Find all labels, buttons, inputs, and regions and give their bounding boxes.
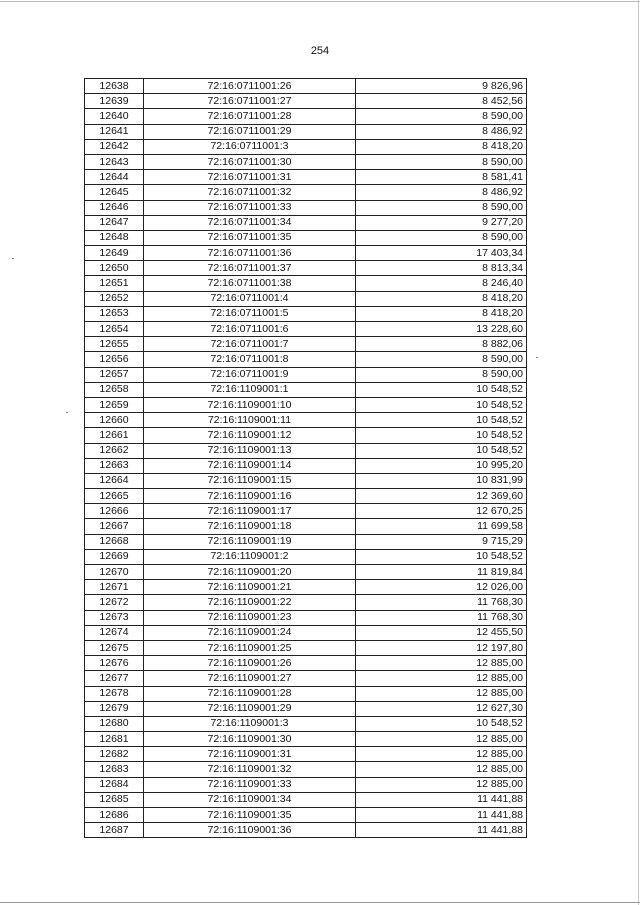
table-row <box>85 397 527 412</box>
cadastral-number-cell: 72:16:0711001:27 <box>144 94 356 109</box>
cadastral-number-cell: 72:16:1109001:24 <box>144 625 356 640</box>
value-cell: 12 670,25 <box>356 504 527 519</box>
table-row <box>85 124 527 139</box>
value-cell: 12 885,00 <box>356 777 527 792</box>
table-row <box>85 109 527 124</box>
row-number-cell: 12679 <box>85 701 144 716</box>
cadastral-number-cell: 72:16:1109001:14 <box>144 458 356 473</box>
table-row <box>85 732 527 747</box>
table-row <box>85 625 527 640</box>
row-number-cell: 12641 <box>85 124 144 139</box>
scan-edge-bottom <box>0 902 640 903</box>
value-cell: 8 418,20 <box>356 139 527 154</box>
row-number-cell: 12657 <box>85 367 144 382</box>
value-cell: 11 768,30 <box>356 610 527 625</box>
cadastral-number-cell: 72:16:0711001:37 <box>144 261 356 276</box>
table-row <box>85 580 527 595</box>
scan-speck <box>12 258 14 259</box>
value-cell: 9 826,96 <box>356 79 527 94</box>
table-row <box>85 185 527 200</box>
row-number-cell: 12687 <box>85 823 144 838</box>
row-number-cell: 12658 <box>85 382 144 397</box>
table-row <box>85 139 527 154</box>
table-row <box>85 367 527 382</box>
row-number-cell: 12659 <box>85 397 144 412</box>
value-cell: 12 197,80 <box>356 640 527 655</box>
table-row <box>85 230 527 245</box>
row-number-cell: 12648 <box>85 230 144 245</box>
row-number-cell: 12682 <box>85 747 144 762</box>
row-number-cell: 12665 <box>85 489 144 504</box>
value-cell: 10 548,52 <box>356 382 527 397</box>
cadastral-number-cell: 72:16:0711001:31 <box>144 170 356 185</box>
value-cell: 8 590,00 <box>356 109 527 124</box>
row-number-cell: 12639 <box>85 94 144 109</box>
cadastral-number-cell: 72:16:0711001:26 <box>144 79 356 94</box>
value-cell: 11 768,30 <box>356 595 527 610</box>
value-cell: 8 486,92 <box>356 124 527 139</box>
scan-edge-right <box>638 0 639 905</box>
cadastral-number-cell: 72:16:0711001:5 <box>144 306 356 321</box>
table-row <box>85 549 527 564</box>
row-number-cell: 12681 <box>85 732 144 747</box>
row-number-cell: 12678 <box>85 686 144 701</box>
table-row <box>85 246 527 261</box>
cadastral-number-cell: 72:16:0711001:35 <box>144 230 356 245</box>
value-cell: 8 590,00 <box>356 230 527 245</box>
row-number-cell: 12677 <box>85 671 144 686</box>
cadastral-number-cell: 72:16:1109001:23 <box>144 610 356 625</box>
row-number-cell: 12647 <box>85 215 144 230</box>
cadastral-number-cell: 72:16:0711001:6 <box>144 322 356 337</box>
row-number-cell: 12662 <box>85 443 144 458</box>
row-number-cell: 12680 <box>85 716 144 731</box>
cadastral-number-cell: 72:16:1109001:25 <box>144 640 356 655</box>
row-number-cell: 12683 <box>85 762 144 777</box>
cadastral-number-cell: 72:16:1109001:33 <box>144 777 356 792</box>
table-row <box>85 413 527 428</box>
cadastral-number-cell: 72:16:1109001:35 <box>144 808 356 823</box>
table-row <box>85 154 527 169</box>
value-cell: 12 885,00 <box>356 686 527 701</box>
row-number-cell: 12685 <box>85 792 144 807</box>
value-cell: 8 590,00 <box>356 352 527 367</box>
scan-edge-top <box>0 1 640 2</box>
cadastral-number-cell: 72:16:0711001:8 <box>144 352 356 367</box>
row-number-cell: 12645 <box>85 185 144 200</box>
value-cell: 8 418,20 <box>356 306 527 321</box>
table-row <box>85 215 527 230</box>
cadastral-number-cell: 72:16:0711001:7 <box>144 337 356 352</box>
table-row <box>85 94 527 109</box>
table-row <box>85 686 527 701</box>
row-number-cell: 12668 <box>85 534 144 549</box>
table-row <box>85 701 527 716</box>
value-cell: 10 995,20 <box>356 458 527 473</box>
cadastral-number-cell: 72:16:1109001:22 <box>144 595 356 610</box>
value-cell: 10 548,52 <box>356 413 527 428</box>
row-number-cell: 12646 <box>85 200 144 215</box>
row-number-cell: 12650 <box>85 261 144 276</box>
cadastral-number-cell: 72:16:0711001:33 <box>144 200 356 215</box>
row-number-cell: 12640 <box>85 109 144 124</box>
cadastral-number-cell: 72:16:0711001:34 <box>144 215 356 230</box>
row-number-cell: 12638 <box>85 79 144 94</box>
row-number-cell: 12651 <box>85 276 144 291</box>
table-row <box>85 671 527 686</box>
row-number-cell: 12643 <box>85 154 144 169</box>
table-row <box>85 200 527 215</box>
cadastral-number-cell: 72:16:1109001:28 <box>144 686 356 701</box>
row-number-cell: 12669 <box>85 549 144 564</box>
cadastral-number-cell: 72:16:1109001:31 <box>144 747 356 762</box>
table-body <box>85 79 527 838</box>
row-number-cell: 12661 <box>85 428 144 443</box>
cadastral-number-cell: 72:16:1109001:29 <box>144 701 356 716</box>
page-number: 254 <box>310 45 330 57</box>
value-cell: 13 228,60 <box>356 322 527 337</box>
value-cell: 8 452,56 <box>356 94 527 109</box>
cadastral-number-cell: 72:16:0711001:28 <box>144 109 356 124</box>
table-row <box>85 519 527 534</box>
cadastral-number-cell: 72:16:1109001:17 <box>144 504 356 519</box>
table-row <box>85 640 527 655</box>
scan-speck <box>536 357 538 358</box>
value-cell: 12 455,50 <box>356 625 527 640</box>
value-cell: 10 548,52 <box>356 443 527 458</box>
table-row <box>85 337 527 352</box>
table-row <box>85 79 527 94</box>
scan-speck <box>66 412 68 413</box>
cadastral-number-cell: 72:16:1109001:21 <box>144 580 356 595</box>
row-number-cell: 12663 <box>85 458 144 473</box>
value-cell: 8 590,00 <box>356 367 527 382</box>
value-cell: 9 277,20 <box>356 215 527 230</box>
cadastral-number-cell: 72:16:1109001:15 <box>144 473 356 488</box>
table-row <box>85 808 527 823</box>
row-number-cell: 12670 <box>85 565 144 580</box>
cadastral-number-cell: 72:16:1109001:34 <box>144 792 356 807</box>
value-cell: 10 548,52 <box>356 716 527 731</box>
cadastral-number-cell: 72:16:1109001:2 <box>144 549 356 564</box>
value-cell: 11 441,88 <box>356 823 527 838</box>
row-number-cell: 12675 <box>85 640 144 655</box>
cadastral-number-cell: 72:16:0711001:38 <box>144 276 356 291</box>
row-number-cell: 12672 <box>85 595 144 610</box>
row-number-cell: 12660 <box>85 413 144 428</box>
value-cell: 12 026,00 <box>356 580 527 595</box>
value-cell: 11 819,84 <box>356 565 527 580</box>
row-number-cell: 12666 <box>85 504 144 519</box>
value-cell: 9 715,29 <box>356 534 527 549</box>
value-cell: 12 885,00 <box>356 671 527 686</box>
table-row <box>85 534 527 549</box>
cadastral-number-cell: 72:16:0711001:30 <box>144 154 356 169</box>
table-row <box>85 823 527 838</box>
row-number-cell: 12652 <box>85 291 144 306</box>
value-cell: 11 441,88 <box>356 792 527 807</box>
row-number-cell: 12656 <box>85 352 144 367</box>
value-cell: 10 548,52 <box>356 549 527 564</box>
table-row <box>85 504 527 519</box>
cadastral-number-cell: 72:16:1109001:12 <box>144 428 356 443</box>
row-number-cell: 12667 <box>85 519 144 534</box>
table-row <box>85 565 527 580</box>
cadastral-number-cell: 72:16:0711001:4 <box>144 291 356 306</box>
cadastral-number-cell: 72:16:1109001:36 <box>144 823 356 838</box>
row-number-cell: 12664 <box>85 473 144 488</box>
table-row <box>85 595 527 610</box>
row-number-cell: 12676 <box>85 656 144 671</box>
value-cell: 12 369,60 <box>356 489 527 504</box>
row-number-cell: 12686 <box>85 808 144 823</box>
cadastral-value-table <box>84 78 527 838</box>
cadastral-number-cell: 72:16:1109001:27 <box>144 671 356 686</box>
row-number-cell: 12684 <box>85 777 144 792</box>
row-number-cell: 12655 <box>85 337 144 352</box>
table-row <box>85 428 527 443</box>
cadastral-number-cell: 72:16:1109001:16 <box>144 489 356 504</box>
value-cell: 10 831,99 <box>356 473 527 488</box>
cadastral-number-cell: 72:16:1109001:11 <box>144 413 356 428</box>
table-row <box>85 352 527 367</box>
table-row <box>85 610 527 625</box>
table-row <box>85 489 527 504</box>
row-number-cell: 12673 <box>85 610 144 625</box>
table-row <box>85 443 527 458</box>
table-row <box>85 777 527 792</box>
value-cell: 12 885,00 <box>356 762 527 777</box>
table-row <box>85 382 527 397</box>
value-cell: 12 885,00 <box>356 747 527 762</box>
value-cell: 8 581,41 <box>356 170 527 185</box>
cadastral-number-cell: 72:16:1109001:30 <box>144 732 356 747</box>
value-cell: 12 885,00 <box>356 732 527 747</box>
cadastral-number-cell: 72:16:1109001:3 <box>144 716 356 731</box>
cadastral-number-cell: 72:16:0711001:9 <box>144 367 356 382</box>
row-number-cell: 12674 <box>85 625 144 640</box>
table-row <box>85 276 527 291</box>
table-row <box>85 322 527 337</box>
row-number-cell: 12654 <box>85 322 144 337</box>
row-number-cell: 12642 <box>85 139 144 154</box>
value-cell: 10 548,52 <box>356 428 527 443</box>
cadastral-number-cell: 72:16:1109001:20 <box>144 565 356 580</box>
value-cell: 17 403,34 <box>356 246 527 261</box>
value-cell: 8 813,34 <box>356 261 527 276</box>
value-cell: 8 590,00 <box>356 200 527 215</box>
table-row <box>85 261 527 276</box>
cadastral-number-cell: 72:16:0711001:3 <box>144 139 356 154</box>
row-number-cell: 12653 <box>85 306 144 321</box>
value-cell: 8 882,06 <box>356 337 527 352</box>
value-cell: 11 699,58 <box>356 519 527 534</box>
value-cell: 8 418,20 <box>356 291 527 306</box>
table-row <box>85 716 527 731</box>
row-number-cell: 12649 <box>85 246 144 261</box>
table-row <box>85 656 527 671</box>
value-cell: 11 441,88 <box>356 808 527 823</box>
cadastral-number-cell: 72:16:1109001:26 <box>144 656 356 671</box>
cadastral-number-cell: 72:16:1109001:1 <box>144 382 356 397</box>
cadastral-number-cell: 72:16:1109001:10 <box>144 397 356 412</box>
cadastral-number-cell: 72:16:0711001:36 <box>144 246 356 261</box>
table-row <box>85 306 527 321</box>
table-row <box>85 458 527 473</box>
value-cell: 12 627,30 <box>356 701 527 716</box>
table-row <box>85 792 527 807</box>
value-cell: 10 548,52 <box>356 397 527 412</box>
row-number-cell: 12671 <box>85 580 144 595</box>
table-row <box>85 291 527 306</box>
table-row <box>85 747 527 762</box>
table-row <box>85 762 527 777</box>
value-cell: 8 246,40 <box>356 276 527 291</box>
value-cell: 8 590,00 <box>356 154 527 169</box>
cadastral-number-cell: 72:16:1109001:32 <box>144 762 356 777</box>
table-row <box>85 170 527 185</box>
value-cell: 8 486,92 <box>356 185 527 200</box>
row-number-cell: 12644 <box>85 170 144 185</box>
cadastral-number-cell: 72:16:1109001:13 <box>144 443 356 458</box>
table-row <box>85 473 527 488</box>
cadastral-number-cell: 72:16:0711001:29 <box>144 124 356 139</box>
cadastral-number-cell: 72:16:0711001:32 <box>144 185 356 200</box>
value-cell: 12 885,00 <box>356 656 527 671</box>
cadastral-number-cell: 72:16:1109001:19 <box>144 534 356 549</box>
cadastral-number-cell: 72:16:1109001:18 <box>144 519 356 534</box>
